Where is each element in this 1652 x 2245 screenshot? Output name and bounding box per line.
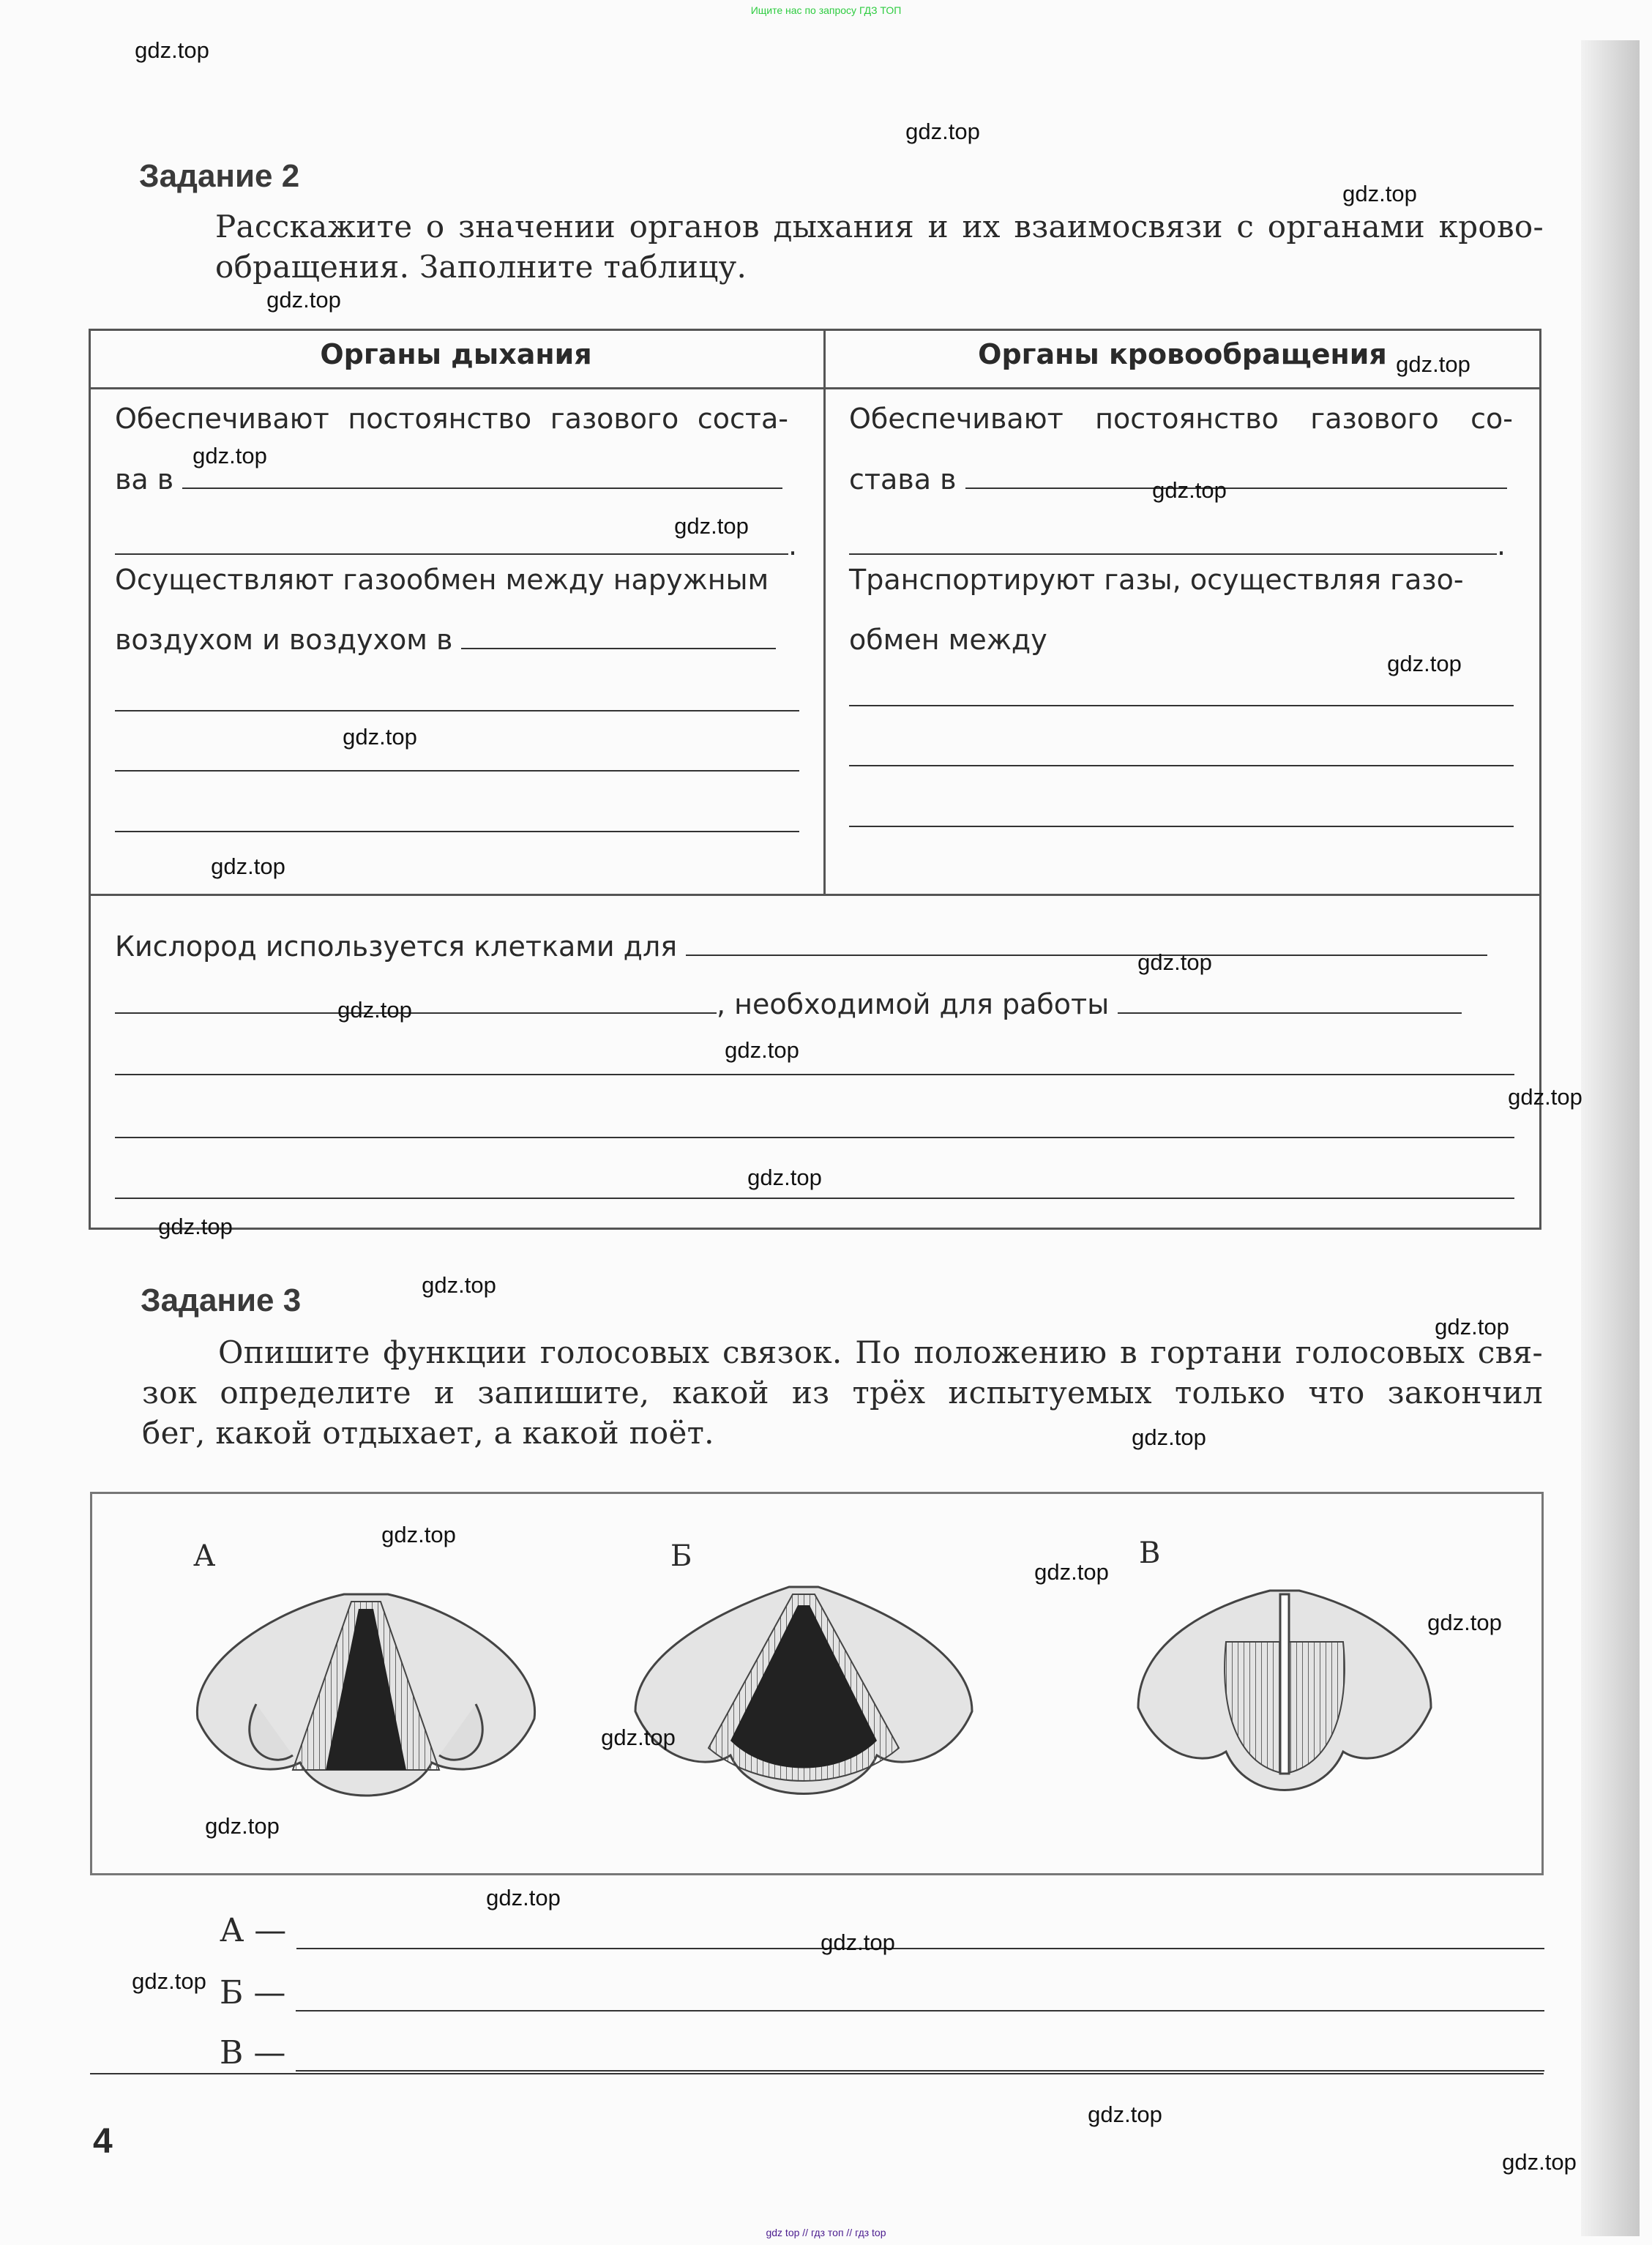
answer-label: Б —	[220, 1974, 286, 2011]
watermark: gdz.top	[422, 1272, 496, 1298]
watermark: gdz.top	[905, 119, 980, 144]
answer-b-line[interactable]	[296, 1988, 1544, 2011]
watermark: gdz.top	[381, 1522, 456, 1547]
period: .	[788, 529, 798, 561]
watermark: gdz.top	[205, 1813, 280, 1839]
watermark: gdz.top	[211, 853, 285, 879]
watermark: gdz.top	[1342, 181, 1417, 206]
page-number: 4	[93, 2122, 113, 2161]
answer-line[interactable]	[849, 705, 1514, 706]
task3-title: Задание 3	[141, 1282, 302, 1318]
cell-line	[115, 930, 1487, 963]
period: .	[1497, 529, 1506, 561]
watermark: gdz.top	[135, 37, 209, 63]
watermark: gdz.top	[1396, 351, 1470, 377]
cell-text: Транспортируют газы, осуществляя газо-	[849, 564, 1464, 596]
answer-a-line[interactable]	[296, 1926, 1544, 1949]
watermark: gdz.top	[132, 1968, 206, 1994]
larynx-b-image	[635, 1587, 972, 1794]
cell-text: воздухом и воздухом в	[115, 624, 453, 656]
cell-text: , необходимой для работы	[717, 988, 1110, 1020]
watermark: gdz.top	[1132, 1424, 1206, 1450]
watermark: gdz.top	[1387, 651, 1462, 676]
task2-title: Задание 2	[139, 158, 300, 194]
answer-blank[interactable]	[1118, 990, 1462, 1014]
cell-text: става в	[849, 463, 957, 496]
watermark: gdz.top	[821, 1930, 895, 1955]
watermark: gdz.top	[1502, 2149, 1577, 2175]
cell-text: ва в	[115, 463, 174, 496]
larynx-a-image	[197, 1594, 534, 1796]
watermark: gdz.top	[1508, 1084, 1582, 1110]
figure-label: Б	[670, 1539, 692, 1573]
cell-text: Обеспечивают постоянство газового со-	[849, 403, 1513, 435]
answer-blank[interactable]	[686, 933, 1487, 956]
answer-blank[interactable]	[115, 990, 717, 1014]
cell-line	[115, 987, 1462, 1021]
answer-blank[interactable]	[965, 466, 1507, 489]
answer-line[interactable]	[115, 1074, 1514, 1075]
table-divider	[823, 329, 826, 894]
watermark: gdz.top	[158, 1214, 233, 1239]
watermark: gdz.top	[1152, 477, 1227, 503]
answer-blank[interactable]	[461, 626, 776, 649]
answer-c-line[interactable]	[296, 2048, 1544, 2072]
answer-line[interactable]	[115, 770, 799, 772]
header-respiratory: Органы дыхания	[320, 338, 592, 370]
answer-b	[220, 1974, 1544, 2011]
table-divider	[89, 894, 1541, 896]
watermark: gdz.top	[486, 1885, 561, 1910]
task3-text-line: Опишите функции голосовых связок. По положению в гортани голосовых свя-	[218, 1334, 1543, 1370]
header-circulatory: Органы кровообращения	[978, 338, 1387, 370]
watermark: gdz.top	[725, 1037, 799, 1063]
bottom-divider	[90, 2073, 1544, 2074]
watermark: gdz.top	[266, 287, 341, 313]
answer-line[interactable]	[115, 831, 799, 832]
bottom-banner: gdz top // гдз топ // гдз top	[766, 2227, 886, 2238]
answer-line[interactable]	[849, 765, 1514, 766]
cell-text: Кислород используется клетками для	[115, 930, 678, 963]
watermark: gdz.top	[337, 997, 412, 1023]
table-divider	[89, 387, 1541, 389]
watermark: gdz.top	[343, 724, 417, 750]
cell-line	[115, 623, 776, 657]
cell-text: Осуществляют газообмен между наружным	[115, 564, 769, 596]
cell-text: обмен между	[849, 624, 1047, 656]
answer-label: В —	[220, 2034, 286, 2072]
figure-label: А	[193, 1539, 216, 1573]
watermark: gdz.top	[601, 1725, 676, 1750]
cell-text: Обеспечивают постоянство газового соста-	[115, 403, 788, 435]
task3-text-line: зок определите и запишите, какой из трёх испытуемых только что закончил	[142, 1375, 1543, 1411]
answer-line[interactable]	[115, 1198, 1514, 1199]
task3-text-line: бег, какой отдыхает, а какой поёт.	[142, 1415, 714, 1451]
answer-blank[interactable]	[849, 531, 1497, 555]
larynx-c-image	[1138, 1591, 1431, 1790]
task2-text-line: Расскажите о значении органов дыхания и их взаимосвязи с органами крово-	[215, 209, 1544, 244]
figure-label: В	[1139, 1536, 1161, 1570]
task2-text-line: обращения. Заполните таблицу.	[215, 249, 747, 285]
page-edge-shadow	[1581, 40, 1640, 2236]
watermark: gdz.top	[747, 1165, 822, 1190]
top-banner: Ищите нас по запросу ГДЗ ТОП	[750, 4, 902, 16]
watermark: gdz.top	[1034, 1559, 1109, 1585]
answer-label: А —	[220, 1912, 287, 1949]
watermark: gdz.top	[1088, 2102, 1162, 2127]
answer-blank[interactable]	[182, 466, 782, 489]
cell-line	[849, 528, 1506, 562]
answer-line[interactable]	[849, 826, 1514, 827]
answer-line[interactable]	[115, 710, 799, 711]
watermark: gdz.top	[193, 443, 267, 468]
answer-line[interactable]	[115, 1137, 1514, 1138]
watermark: gdz.top	[1137, 949, 1212, 975]
answer-c	[220, 2034, 1544, 2072]
watermark: gdz.top	[1427, 1610, 1502, 1635]
larynx-illustrations	[90, 1492, 1544, 1875]
watermark: gdz.top	[674, 513, 749, 539]
watermark: gdz.top	[1435, 1314, 1509, 1340]
